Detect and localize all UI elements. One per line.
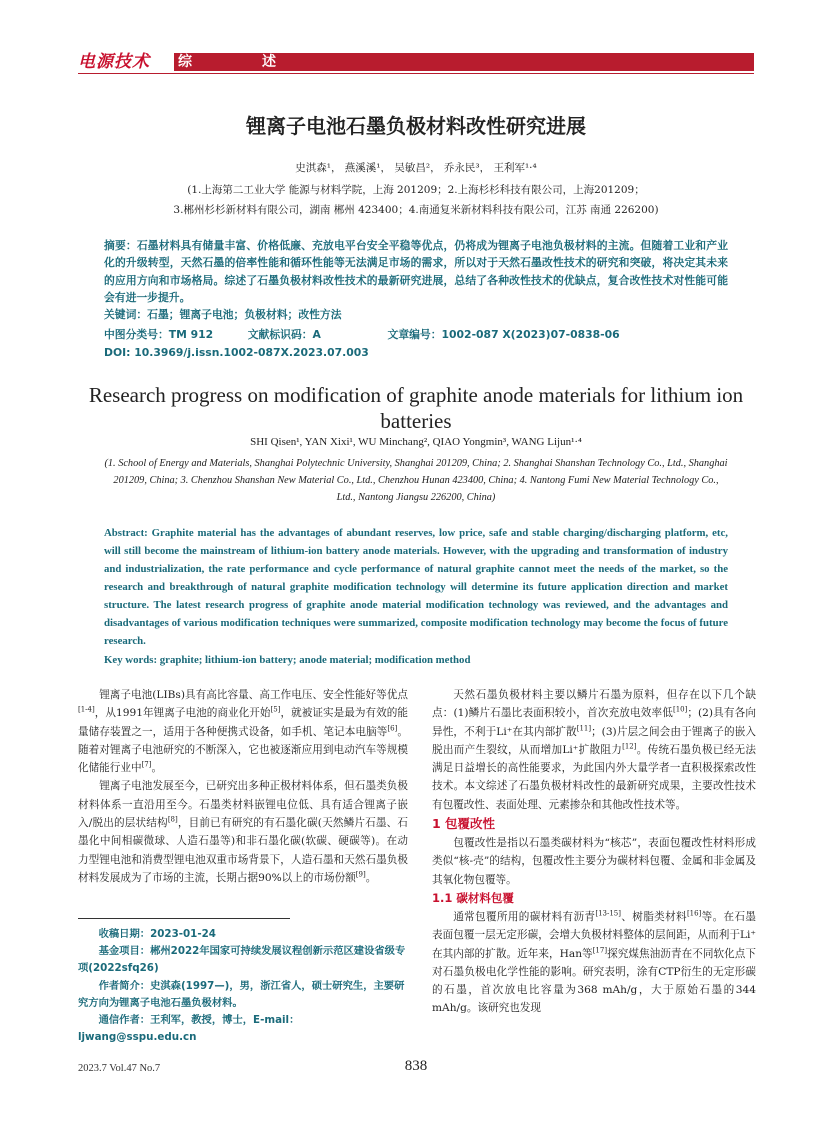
classification-row <box>104 327 724 342</box>
keywords-en: Key words: graphite; lithium-ion battery; anode material; modification method <box>104 654 471 666</box>
section-label-2: 述 <box>262 54 276 70</box>
citation[interactable]: [9] <box>355 870 366 879</box>
keywords-cn: 关键词：石墨；锂离子电池；负极材料；改性方法 <box>104 308 342 321</box>
title-en: Research progress on modification of graphite anode materials for lithium ion batteries <box>88 383 744 433</box>
body-right-column <box>432 686 756 1018</box>
abstract-en: Abstract: Graphite material has the advantages of abundant reserves, low price, safe and stable charging/discharging platform, etc, will still become the mainstream of lithium-ion battery anode materials. However, with the upgrading and transformation of industry and industrialization, the rate performance and cycle performance of natural graphite cannot meet the needs of the market, so the research and breakthrough of natural graphite modification technology will determine its future application direction and market structure. The latest research progress of graphite anode material modification technology was reviewed, and the advantages and disadvantages of various modification techniques were summarized, composite modification technology may become the focus of future research. <box>104 527 728 647</box>
header-bar <box>174 53 754 71</box>
abstract-cn: 摘要：石墨材料具有储量丰富、价格低廉、充放电平台安全平稳等优点，仍将成为锂离子电池负极材料的主流。但随着工业和产业化的升级转型，天然石墨的倍率性能和循环性能等无法满足市场的需求，所以对于天然石墨改性技术的研究和突破，将决定其未来的应用方向和市场格局。综述了石墨负极材料改性技术的最新研究进展，总结了各种改性技术的优缺点，复合改性技术对性能可能会有进一步提升。 <box>104 239 728 305</box>
affiliations-en: (1. School of Energy and Materials, Shanghai Polytechnic University, Shanghai 201209, China; 2. Shanghai Shanshan Technology Co., Ltd., Shanghai 201209, China; 3. Chenzhou Shanshan New Material Co., Ltd., Chenzhou Hunan 423400, China; 4. Nantong Fumi New Material Technology Co., Ltd., Nantong Jiangsu 226200, China) <box>104 458 728 503</box>
issue-info: 2023.7 Vol.47 No.7 <box>78 1063 161 1074</box>
citation[interactable]: [5] <box>270 705 281 714</box>
journal-logo: 电源技术 <box>78 52 150 72</box>
section-label-1: 综 <box>178 54 192 70</box>
title-cn: 锂离子电池石墨负极材料改性研究进展 <box>246 114 586 138</box>
fund-info: 基金项目：郴州2022年国家可持续发展议程创新示范区建设省级专项(2022sfq26) <box>78 945 406 975</box>
section-heading-1: 1 包覆改性 <box>432 816 496 832</box>
citation[interactable]: [12] <box>622 742 637 751</box>
paragraph: 天然石墨负极材料主要以鳞片石墨为原料，但存在以下几个缺点：(1)鳞片石墨比表面积较小，首次充放电效率低[10]；(2)具有各向异性，不利于Li⁺在其内部扩散[11]；(3)片层之间会由于锂离子的嵌入脱出而产生裂纹，从而增加Li⁺扩散阻力[12]。传统石墨负极已经无法满足日益增长的高性能要求，为此国内外大量学者一直积极探索改性技术。本文综述了石墨负极材料改性的最新研究成果，主要改性技术有包覆改性、表面处理、元素掺杂和其他改性技术等。 <box>432 689 757 811</box>
page-number: 838 <box>404 1058 428 1074</box>
citation[interactable]: [6] <box>387 724 398 733</box>
citation[interactable]: [10] <box>673 705 688 714</box>
subsection-heading-1-1: 1.1 碳材料包覆 <box>432 890 514 905</box>
citation[interactable]: [7] <box>141 760 152 769</box>
citation[interactable]: [1-4] <box>78 705 95 714</box>
citation[interactable]: [13-15] <box>595 909 621 918</box>
authors-cn: 史淇森¹， 燕溪溪¹， 吴敏昌²， 乔永民³， 王利军¹·⁴ <box>295 162 537 174</box>
journal-header <box>78 51 754 73</box>
citation[interactable]: [11] <box>576 724 592 733</box>
footnotes <box>78 926 408 1046</box>
article-number: 文章编号：1002-087 X(2023)07-0838-06 <box>387 328 620 341</box>
affiliations-cn <box>90 180 742 220</box>
citation[interactable]: [17] <box>592 946 608 955</box>
citation[interactable]: [16] <box>686 909 702 918</box>
body-left-column <box>78 686 408 887</box>
doi[interactable]: DOI: 10.3969/j.issn.1002-087X.2023.07.003 <box>104 346 369 359</box>
citation[interactable]: [8] <box>167 815 178 824</box>
author-bio: 作者简介：史淇森(1997—)，男，浙江省人，硕士研究生，主要研究方向为锂离子电池石墨负极材料。 <box>78 979 405 1009</box>
paragraph: 通常包覆所用的碳材料有沥青[13-15]、树脂类材料[16]等。在石墨表面包覆一层无定形碳，会增大负极材料整体的层间距，从而利于Li⁺在其内部的扩散。近年来，Han等[17]探究煤焦油沥青在不同软化点下对石墨负极电化学性能的影响。研究表明，涂有CTP衍生的无定形碳的石墨，首次放电比容量为368 mAh/g，大于原始石墨的344 mAh/g。该研究也发现 <box>432 909 757 1015</box>
corresponding-author: 通信作者：王利军，教授，博士，E-mail：ljwang@sspu.edu.cn <box>78 1014 300 1044</box>
affiliation-line: (1.上海第二工业大学 能源与材料学院，上海 201209；2.上海杉杉科技有限公司，上海201209； <box>187 184 645 196</box>
received-date: 收稿日期：2023-01-24 <box>98 928 216 940</box>
affiliation-line: 3.郴州杉杉新材料有限公司，湖南 郴州 423400；4.南通复米新材料科技有限公司，江苏 南通 226200) <box>173 204 659 216</box>
paragraph: 锂离子电池发展至今，已研究出多种正极材料体系，但石墨类负极材料体系一直沿用至今。石墨类材料嵌锂电位低、具有适合锂离子嵌入/脱出的层状结构[8]，目前已有研究的有石墨化碳(天然鳞片石墨、石墨化中间相碳微球、人造石墨等)和非石墨化碳(软碳、硬碳等)。在动力型锂电池和消费型锂电池双重市场背景下，人造石墨和天然石墨负极材料发展成为了市场的主流，长期占据90%以上的市场份额[9]。 <box>78 780 408 884</box>
paragraph: 锂离子电池(LIBs)具有高比容量、高工作电压、安全性能好等优点[1-4]，从1991年锂离子电池的商业化开始[5]，就被证实是最为有效的能量储存装置之一，适用于各种便携式设备，如手机、笔记本电脑等[6]。随着对锂离子电池研究的不断深入，它也被逐渐应用到电动汽车等规模化储能行业中[7]。 <box>78 689 408 775</box>
paragraph: 包覆改性是指以石墨类碳材料为“核芯”，表面包覆改性材料形成类似“核-壳”的结构，包覆改性主要分为碳材料包覆、金属和非金属及其氧化物包覆等。 <box>432 837 756 886</box>
clc-number: 中图分类号：TM 912 <box>104 328 214 341</box>
doc-code: 文献标识码：A <box>247 328 321 341</box>
authors-en: SHI Qisen¹, YAN Xixi¹, WU Minchang², QIAO Yongmin³, WANG Lijun¹·⁴ <box>250 436 582 448</box>
footnote-rule <box>78 918 290 919</box>
header-rule <box>78 73 754 74</box>
